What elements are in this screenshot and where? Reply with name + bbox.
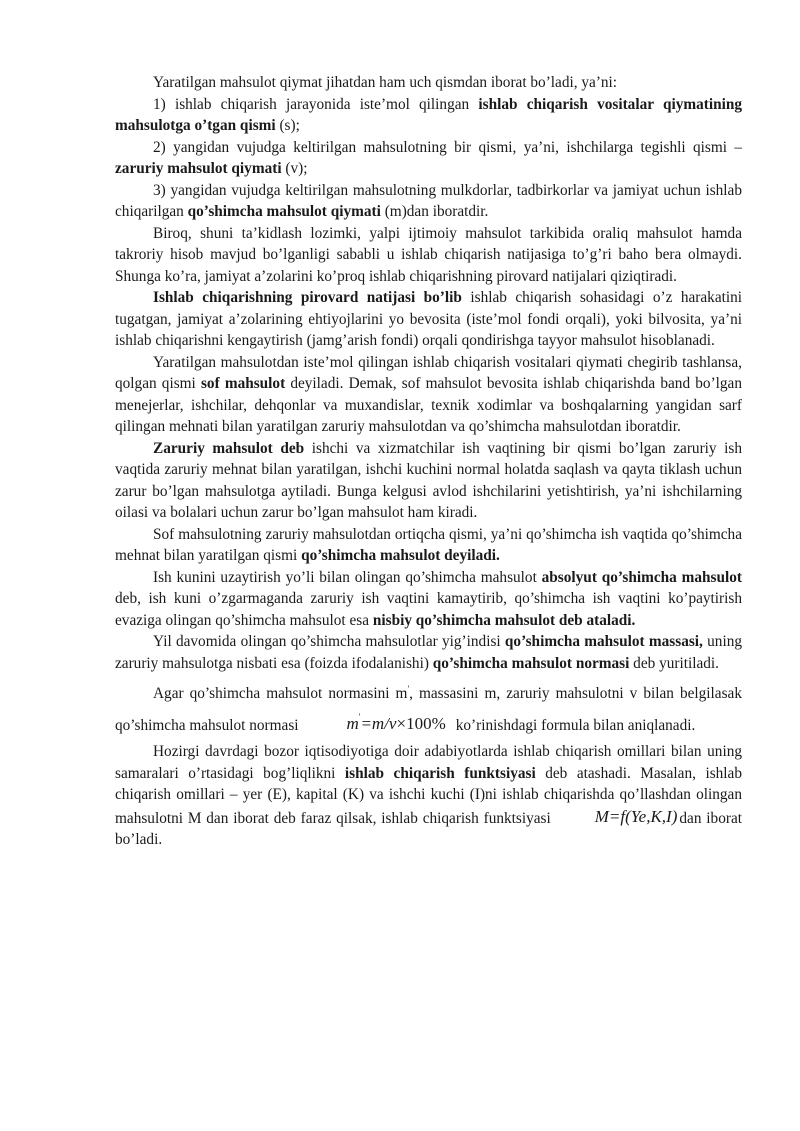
paragraph-text: deb atashadi. Masalan, ishlab chiqarish omillari – yer (E), kapital (K) va ishchi kuchi (I)ni ishlab chiqarishda qo’llashdan olingan mahsulotni M dan iborat deb faraz qilsak, ishlab chiqarish funktsiyasi <box>115 764 742 827</box>
bold-term: ishlab chiqarish vositalar qiymatining mahsulotga o’tgan qismi <box>115 95 742 134</box>
bold-term: qo’shimcha mahsulot qiymati <box>187 203 381 220</box>
bold-term: Ishlab chiqarishning pirovard natijasi bo’lib <box>153 289 462 306</box>
bold-term: zaruriy mahsulot qiymati <box>115 160 282 177</box>
paragraph-4 <box>115 180 742 223</box>
paragraph-5 <box>115 223 742 288</box>
paragraph-text: Agar qo’shimcha mahsulot normasini m <box>153 685 408 703</box>
paragraph-7 <box>115 352 742 438</box>
paragraph-12 <box>115 674 742 741</box>
bold-term: Zaruriy mahsulot deb <box>153 439 305 457</box>
paragraph-text: Ish kunini uzaytirish yo’li bilan olingan qo’shimcha mahsulot <box>153 568 542 586</box>
paragraph-text: (s); <box>275 117 300 134</box>
document-page <box>115 72 742 851</box>
paragraph-text: 2) yangidan vujudga keltirilgan mahsulotning bir qismi, ya’ni, ishchilarga tegishli qismi – <box>153 138 742 156</box>
bold-term: qo’shimcha mahsulot normasi <box>432 654 630 672</box>
paragraph-text: Sof mahsulotning zaruriy mahsulotdan ortiqcha qismi, ya’ni qo’shimcha ish vaqtida qo’shimcha mehnat bilan yaratilgan qismi <box>115 525 742 564</box>
paragraph-text: Yaratilgan mahsulot qiymat jihatdan ham uch qismdan iborat bo’ladi, ya’ni: <box>153 74 618 91</box>
paragraph-10 <box>115 567 742 632</box>
paragraph-13 <box>115 741 742 851</box>
paragraph-text: uning zaruriy mahsulotga nisbati esa (foizda ifodalanishi) <box>115 633 742 672</box>
formula-m: m <box>346 714 359 734</box>
bold-term: qo’shimcha mahsulot deyiladi. <box>301 547 500 564</box>
paragraph-text: Biroq, shuni ta’kidlash lozimki, yalpi ijtimoiy mahsulot tarkibida oraliq mahsulot hamda takroriy hisob mavjud bo’lganligi sababli u ishlab chiqarish natijasiga to’g’ri baho bera olmaydi. Shunga ko’ra, jamiyat a’zolarini ko’proq ishlab chiqarishning pirovard natijalari qiziqtiradi. <box>115 224 742 285</box>
prime-mark: ' <box>407 684 410 694</box>
paragraph-8 <box>115 438 742 524</box>
paragraph-9 <box>115 524 742 567</box>
paragraph-1 <box>115 72 742 94</box>
formula-ratio: =m/v <box>360 714 397 734</box>
production-function-formula: M=f(Ye,K,I) <box>594 806 678 826</box>
paragraph-6 <box>115 287 742 352</box>
bold-term: absolyut qo’shimcha mahsulot <box>541 568 742 586</box>
paragraph-text: deb, ish kuni o’zgarmaganda zaruriy ish vaqtini kamaytirib, qo’shimcha ish vaqtini ko’paytirish evaziga olingan qo’shimcha mahsulot esa <box>115 590 742 629</box>
paragraph-text: ishchi va xizmatchilar ish vaqtining bir qismi bo’lgan zaruriy ish vaqtida zaruriy mehnat bilan yaratilgan, ishchi kuchini normal holatda saqlash va qayta tiklash uchun zarur bo’lgan mahsulotga aytiladi. Bunga kelgusi avlod ishchilarini yetishtirish, ya’ni ishchilarning oilasi va bolalari uchun zarur bo’lgan mahsulot ham kiradi. <box>115 439 742 521</box>
paragraph-11 <box>115 631 742 674</box>
bold-term: sof mahsulot <box>200 375 286 392</box>
paragraph-text: , massasini m, zaruriy mahsulotni v bilan belgilasak qo’shimcha mahsulot normasi <box>115 685 742 735</box>
bold-term: nisbiy qo’shimcha mahsulot deb ataladi. <box>372 611 636 629</box>
paragraph-text: deb yuritiladi. <box>629 654 719 672</box>
paragraph-text: (v); <box>281 160 308 177</box>
paragraph-text: ishlab chiqarish sohasidagi o’z harakatini tugatgan, jamiyat a’zolarining ehtiyojlarini yo bevosita (iste’mol fondi orqali), yoki bilvosita, ya’ni ishlab chiqarishni kengaytirish (jamg’arish fondi) orqali qondirishga tayyor mahsulot hisoblanadi. <box>115 289 743 349</box>
formula-percent: ×100% <box>396 714 446 734</box>
surplus-rate-formula <box>309 709 446 741</box>
paragraph-text: dan iborat bo’ladi. <box>115 809 742 849</box>
bold-term: qo’shimcha mahsulot massasi, <box>504 633 703 650</box>
paragraph-text: deyiladi. Demak, sof mahsulot bevosita ishlab chiqarishda band bo’lgan menejerlar, ishchilar, dehqonlar va muxandislar, texnik xodimlar va boshqalarning yangidan sarf qilingan mehnati bilan yaratilgan zaruriy mahsulotdan va qo’shimcha mahsulotdan iboratdir. <box>115 375 742 435</box>
paragraph-2 <box>115 94 742 137</box>
bold-term: ishlab chiqarish funktsiyasi <box>344 764 536 782</box>
paragraph-text: Yaratilgan mahsulotdan iste’mol qilingan ishlab chiqarish vositalari qiymati chegirib tashlansa, qolgan qismi <box>115 353 742 392</box>
paragraph-text: 1) ishlab chiqarish jarayonida iste’mol qilingan <box>153 95 479 113</box>
paragraph-text: Hozirgi davrdagi bozor iqtisodiyotiga doir adabiyotlarda ishlab chiqarish omillari bilan uning samaralari o’rtasidagi bog’liqlikni <box>115 743 742 782</box>
paragraph-text: Yil davomida olingan qo’shimcha mahsulotlar yig’indisi <box>153 633 505 650</box>
paragraph-text: 3) yangidan vujudga keltirilgan mahsulotning mulkdorlar, tadbirkorlar va jamiyat uchun ishlab chiqarilgan <box>115 181 742 220</box>
paragraph-text: (m)dan iboratdir. <box>380 203 489 220</box>
paragraph-3 <box>115 137 742 180</box>
formula-prime: ' <box>358 712 361 723</box>
paragraph-text: ko’rinishdagi formula bilan aniqlanadi. <box>455 717 696 735</box>
